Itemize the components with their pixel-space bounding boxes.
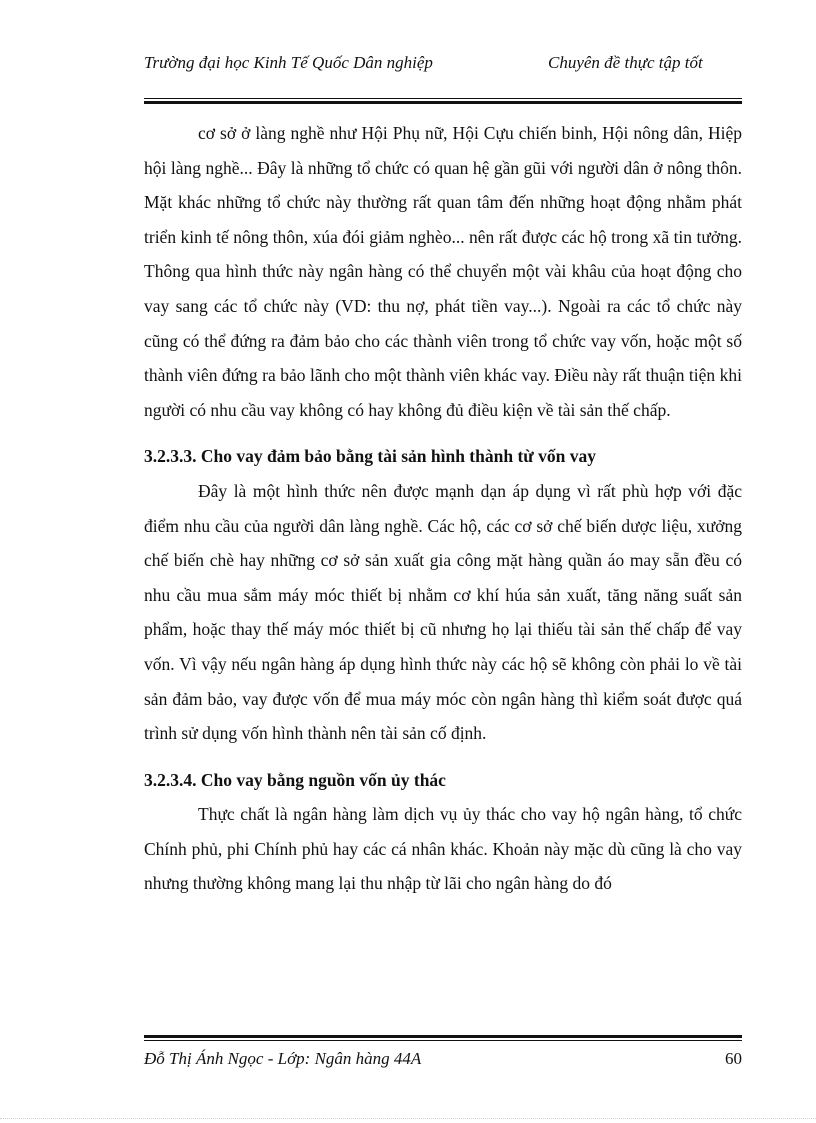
header-rule-thin	[144, 98, 742, 99]
paragraph: Đây là một hình thức nên được mạnh dạn áp dụng vì rất phù hợp với đặc điểm nhu cầu của người dân làng nghề. Các hộ, các cơ sở chế biến dược liệu, xưởng chế biến chè hay những cơ sở sản xuất gia công mặt hàng quần áo may sẵn đều có nhu cầu mua sắm máy móc thiết bị nhằm cơ khí húa sản xuất, tăng năng suất sản phẩm, hoặc thay thế máy móc thiết bị cũ nhưng họ lại thiếu tài sản thế chấp để vay vốn. Vì vậy nếu ngân hàng áp dụng hình thức này các hộ sẽ không còn phải lo về tài sản đảm bảo, vay được vốn để mua máy móc còn ngân hàng thì kiểm soát được quá trình sử dụng vốn hình thành nên tài sản cố định.	[144, 480, 742, 744]
section-heading: 3.2.3.4. Cho vay bằng nguồn vốn ủy thác	[144, 769, 446, 790]
paragraph: cơ sở ở làng nghề như Hội Phụ nữ, Hội Cựu chiến binh, Hội nông dân, Hiệp hội làng nghề... Đây là những tổ chức có quan hệ gần gũi với người dân ở nông thôn. Mặt khác những tổ chức này thường rất quan tâm đến những hoạt động nhằm phát triển kinh tế nông thôn, xúa đói giảm nghèo... nên rất được các hộ trong xã tin tưởng. Thông qua hình thức này ngân hàng có thể chuyển một vài khâu của hoạt động cho vay sang các tổ chức này (VD: thu nợ, phát tiền vay...). Ngoài ra các tổ chức này cũng có thể đứng ra đảm bảo cho các thành viên trong tổ chức vay vốn, hoặc một số thành viên đứng ra bảo lãnh cho một thành viên khác vay. Điều này rất thuận tiện khi người có nhu cầu vay không có hay không đủ điều kiện về tài sản thế chấp.	[144, 123, 742, 420]
page-body	[144, 116, 742, 901]
page-edge-divider	[0, 1118, 816, 1119]
header-document-type: Chuyên đề thực tập tốt	[548, 53, 703, 72]
header-rule-thick	[144, 101, 742, 104]
paragraph: Thực chất là ngân hàng làm dịch vụ ủy thác cho vay hộ ngân hàng, tổ chức Chính phủ, phi Chính phủ hay các cá nhân khác. Khoản này mặc dù cũng là cho vay nhưng thường không mang lại thu nhập từ lãi cho ngân hàng do đó	[144, 804, 742, 894]
footer-rule-thick	[144, 1035, 742, 1038]
footer-author: Đỗ Thị Ánh Ngọc - Lớp: Ngân hàng 44A	[144, 1049, 422, 1068]
footer-rule-thin	[144, 1040, 742, 1041]
header-school-name: Trường đại học Kinh Tế Quốc Dân nghiệp	[144, 53, 433, 72]
page-number: 60	[725, 1049, 742, 1068]
section-heading: 3.2.3.3. Cho vay đảm bảo bằng tài sản hình thành từ vốn vay	[144, 446, 597, 467]
